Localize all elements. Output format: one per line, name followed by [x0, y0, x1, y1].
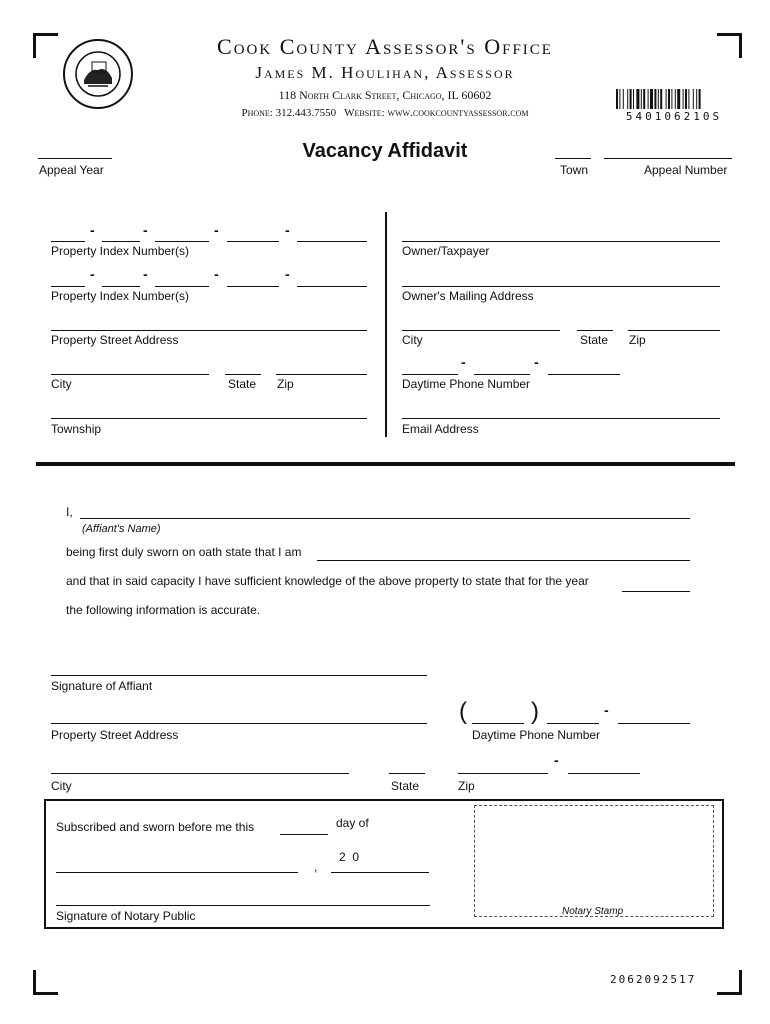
signature-state-label: State — [391, 779, 420, 793]
pin1-label: Property Index Number(s) — [51, 244, 190, 258]
year-field[interactable] — [622, 591, 690, 592]
signature-state-field[interactable] — [389, 773, 425, 774]
notary-signature-label: Signature of Notary Public — [56, 909, 196, 923]
dash: - — [90, 266, 95, 282]
office-address: 118 North Clark Street, Chicago, IL 60602 — [278, 88, 492, 102]
signature-area-code-field[interactable] — [472, 723, 524, 724]
subscribed-text: Subscribed and sworn before me this — [56, 820, 255, 834]
property-state-field[interactable] — [225, 374, 261, 375]
dash: - — [554, 752, 559, 768]
form-title: Vacancy Affidavit — [302, 140, 468, 162]
appeal-number-label: Appeal Number — [644, 163, 728, 177]
dash: - — [90, 222, 95, 238]
notary-stamp-label: Notary Stamp — [562, 906, 624, 917]
pin1-segment-1[interactable] — [51, 241, 85, 242]
signature-phone-label: Daytime Phone Number — [472, 728, 601, 742]
dash: - — [143, 222, 148, 238]
signature-phone-line-field[interactable] — [618, 723, 690, 724]
document-number: 2062092517 — [610, 973, 697, 986]
signature-zip-field-2[interactable] — [568, 773, 640, 774]
owner-phone-area-field[interactable] — [402, 374, 458, 375]
corner-mark-bottom-left — [33, 970, 58, 995]
owner-label: Owner/Taxpayer — [402, 244, 490, 258]
appeal-year-label: Appeal Year — [39, 163, 104, 177]
signature-phone-prefix-field[interactable] — [547, 723, 599, 724]
affiant-name-field[interactable] — [80, 518, 690, 519]
assessor-line: James M. Houlihan, Assessor — [255, 63, 515, 82]
capacity-statement: and that in said capacity I have sufficient knowledge of the above property to state that for the year — [66, 574, 589, 588]
signature-city-label: City — [51, 779, 72, 793]
dash: - — [461, 354, 466, 370]
dash: - — [285, 222, 290, 238]
accurate-statement: the following information is accurate. — [66, 603, 261, 617]
property-zip-label: Zip — [277, 377, 294, 391]
owner-phone-line-field[interactable] — [548, 374, 620, 375]
dash: - — [143, 266, 148, 282]
affiant-signature-label: Signature of Affiant — [51, 679, 153, 693]
barcode — [616, 89, 732, 109]
sworn-statement: being first duly sworn on oath state that I am — [66, 545, 302, 559]
pin2-segment-2[interactable] — [102, 286, 140, 287]
appeal-number-field[interactable] — [604, 158, 732, 159]
office-phone-website: Phone: 312.443.7550 Website: www.cookcountyassessor.com — [241, 107, 529, 119]
barcode-number: 540106210S — [625, 110, 723, 123]
owner-phone-prefix-field[interactable] — [474, 374, 530, 375]
township-label: Township — [51, 422, 102, 436]
pin2-segment-1[interactable] — [51, 286, 85, 287]
pin1-segment-4[interactable] — [227, 241, 279, 242]
notary-stamp-area — [474, 805, 714, 917]
dash: - — [285, 266, 290, 282]
section-divider — [36, 462, 735, 466]
corner-mark-top-left — [33, 33, 58, 58]
corner-mark-bottom-right — [717, 970, 742, 995]
dash: - — [604, 702, 609, 718]
property-state-label: State — [228, 377, 257, 391]
owner-phone-label: Daytime Phone Number — [402, 377, 531, 391]
notary-year-prefix: 2 0 — [339, 850, 360, 864]
pin2-label: Property Index Number(s) — [51, 289, 190, 303]
notary-month-field[interactable] — [56, 872, 298, 873]
capacity-field[interactable] — [317, 560, 690, 561]
signature-zip-label: Zip — [458, 779, 475, 793]
area-code-close-paren: ) — [531, 698, 539, 725]
town-label: Town — [560, 163, 589, 177]
mailing-address-label: Owner's Mailing Address — [402, 289, 534, 303]
pin1-segment-3[interactable] — [155, 241, 209, 242]
property-street-field[interactable] — [51, 330, 367, 331]
owner-state-field[interactable] — [577, 330, 613, 331]
signature-street-field[interactable] — [51, 723, 427, 724]
appeal-year-field[interactable] — [38, 158, 112, 159]
dash: - — [534, 354, 539, 370]
affiant-name-label: (Affiant's Name) — [82, 523, 161, 535]
owner-zip-field[interactable] — [628, 330, 720, 331]
owner-zip-label: Zip — [629, 333, 646, 347]
notary-year-field[interactable] — [331, 872, 429, 873]
office-title: Cook County Assessor's Office — [217, 34, 553, 59]
owner-field[interactable] — [402, 241, 720, 242]
email-field[interactable] — [402, 418, 720, 419]
owner-state-label: State — [580, 333, 609, 347]
notary-day-field[interactable] — [280, 834, 328, 835]
town-field[interactable] — [555, 158, 591, 159]
affiant-i-label: I, — [66, 505, 73, 519]
pin1-segment-2[interactable] — [102, 241, 140, 242]
pin1-segment-5[interactable] — [297, 241, 367, 242]
dash: - — [214, 222, 219, 238]
property-zip-field[interactable] — [276, 374, 367, 375]
township-field[interactable] — [51, 418, 367, 419]
corner-mark-top-right — [717, 33, 742, 58]
pin2-segment-5[interactable] — [297, 286, 367, 287]
signature-city-field[interactable] — [51, 773, 349, 774]
property-street-label: Property Street Address — [51, 333, 179, 347]
notary-comma: , — [314, 860, 318, 874]
day-of-text: day of — [336, 816, 369, 830]
owner-city-label: City — [402, 333, 423, 347]
county-seal — [62, 38, 134, 110]
signature-zip-field-1[interactable] — [458, 773, 548, 774]
mailing-address-field[interactable] — [402, 286, 720, 287]
notary-signature-field[interactable] — [56, 905, 430, 906]
signature-street-label: Property Street Address — [51, 728, 179, 742]
dash: - — [214, 266, 219, 282]
pin2-segment-4[interactable] — [227, 286, 279, 287]
owner-city-field[interactable] — [402, 330, 560, 331]
email-label: Email Address — [402, 422, 479, 436]
pin2-segment-3[interactable] — [155, 286, 209, 287]
property-city-field[interactable] — [51, 374, 209, 375]
property-city-label: City — [51, 377, 72, 391]
area-code-open-paren: ( — [459, 698, 467, 725]
affiant-signature-field[interactable] — [51, 675, 427, 676]
column-divider — [385, 212, 387, 437]
